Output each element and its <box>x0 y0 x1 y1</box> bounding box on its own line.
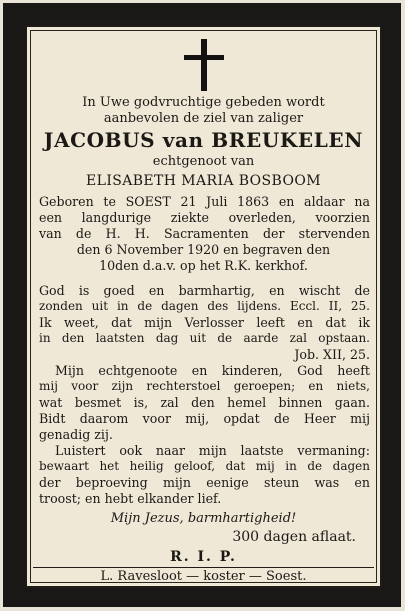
divider <box>33 567 374 568</box>
card-inner-frame <box>25 25 382 588</box>
verse1-line-4: in den laatsten dag uit de aarde zal opstaan. <box>39 331 370 345</box>
spouse-intro: echtgenoot van <box>152 154 255 169</box>
rip-line: R. I. P. <box>170 549 237 565</box>
bio-line-3: van de H. H. Sacramenten der stervenden <box>39 226 370 241</box>
bio-line-2: een langdurige ziekte overleden, voorzien <box>39 210 370 225</box>
bio-line-1: Geboren te SOEST 21 Juli 1863 en aldaar na <box>39 194 370 209</box>
verse1-reference: Job. XII, 25. <box>294 347 370 362</box>
verse3-line-3: der beproeving mijn eenige steun was en <box>39 475 370 490</box>
verse1-line-3: Ik weet, dat mijn Verlosser leeft en dat ik <box>39 315 370 330</box>
cross-icon <box>184 39 224 91</box>
verse3-line-2: bewaart het heilig geloof, dat mij in de dagen <box>39 459 370 473</box>
deceased-name: JACOBUS van BREUKELEN <box>43 128 364 152</box>
verse2-line-2: mij voor zijn rechterstoel geroepen; en niets, <box>39 379 370 393</box>
bio-line-5: 10den d.a.v. op het R.K. kerkhof. <box>99 258 308 273</box>
verse2-line-1: Mijn echtgenoote en kinderen, God heeft <box>55 363 370 378</box>
bio-line-4: den 6 November 1920 en begraven den <box>76 242 331 257</box>
intro-line-2: aanbevolen de ziel van zaliger <box>103 111 304 126</box>
spouse-name: ELISABETH MARIA BOSBOOM <box>86 173 321 189</box>
verse1-line-1: God is goed en barmhartig, en wischt de <box>39 283 370 298</box>
verse2-line-3: wat besmet is, zal den hemel binnen gaan. <box>39 395 370 410</box>
verse3-line-1: Luistert ook naar mijn laatste vermaning: <box>55 443 370 458</box>
intro-line-1: In Uwe godvruchtige gebeden wordt <box>82 95 325 110</box>
verse2-line-4: Bidt daarom voor mij, opdat de Heer mij <box>39 411 370 426</box>
indulgence-line: 300 dagen aflaat. <box>232 529 356 545</box>
verse2-line-5: genadig zij. <box>39 427 113 442</box>
verse1-line-2: zonden uit in de dagen des lijdens. Eccl. II, 25. <box>39 299 370 313</box>
memorial-card <box>3 3 401 607</box>
verse3-line-4: troost; en hebt elkander lief. <box>39 491 222 506</box>
printer-line: L. Ravesloot — koster — Soest. <box>100 569 307 584</box>
prayer-line: Mijn Jezus, barmhartigheid! <box>110 511 297 526</box>
